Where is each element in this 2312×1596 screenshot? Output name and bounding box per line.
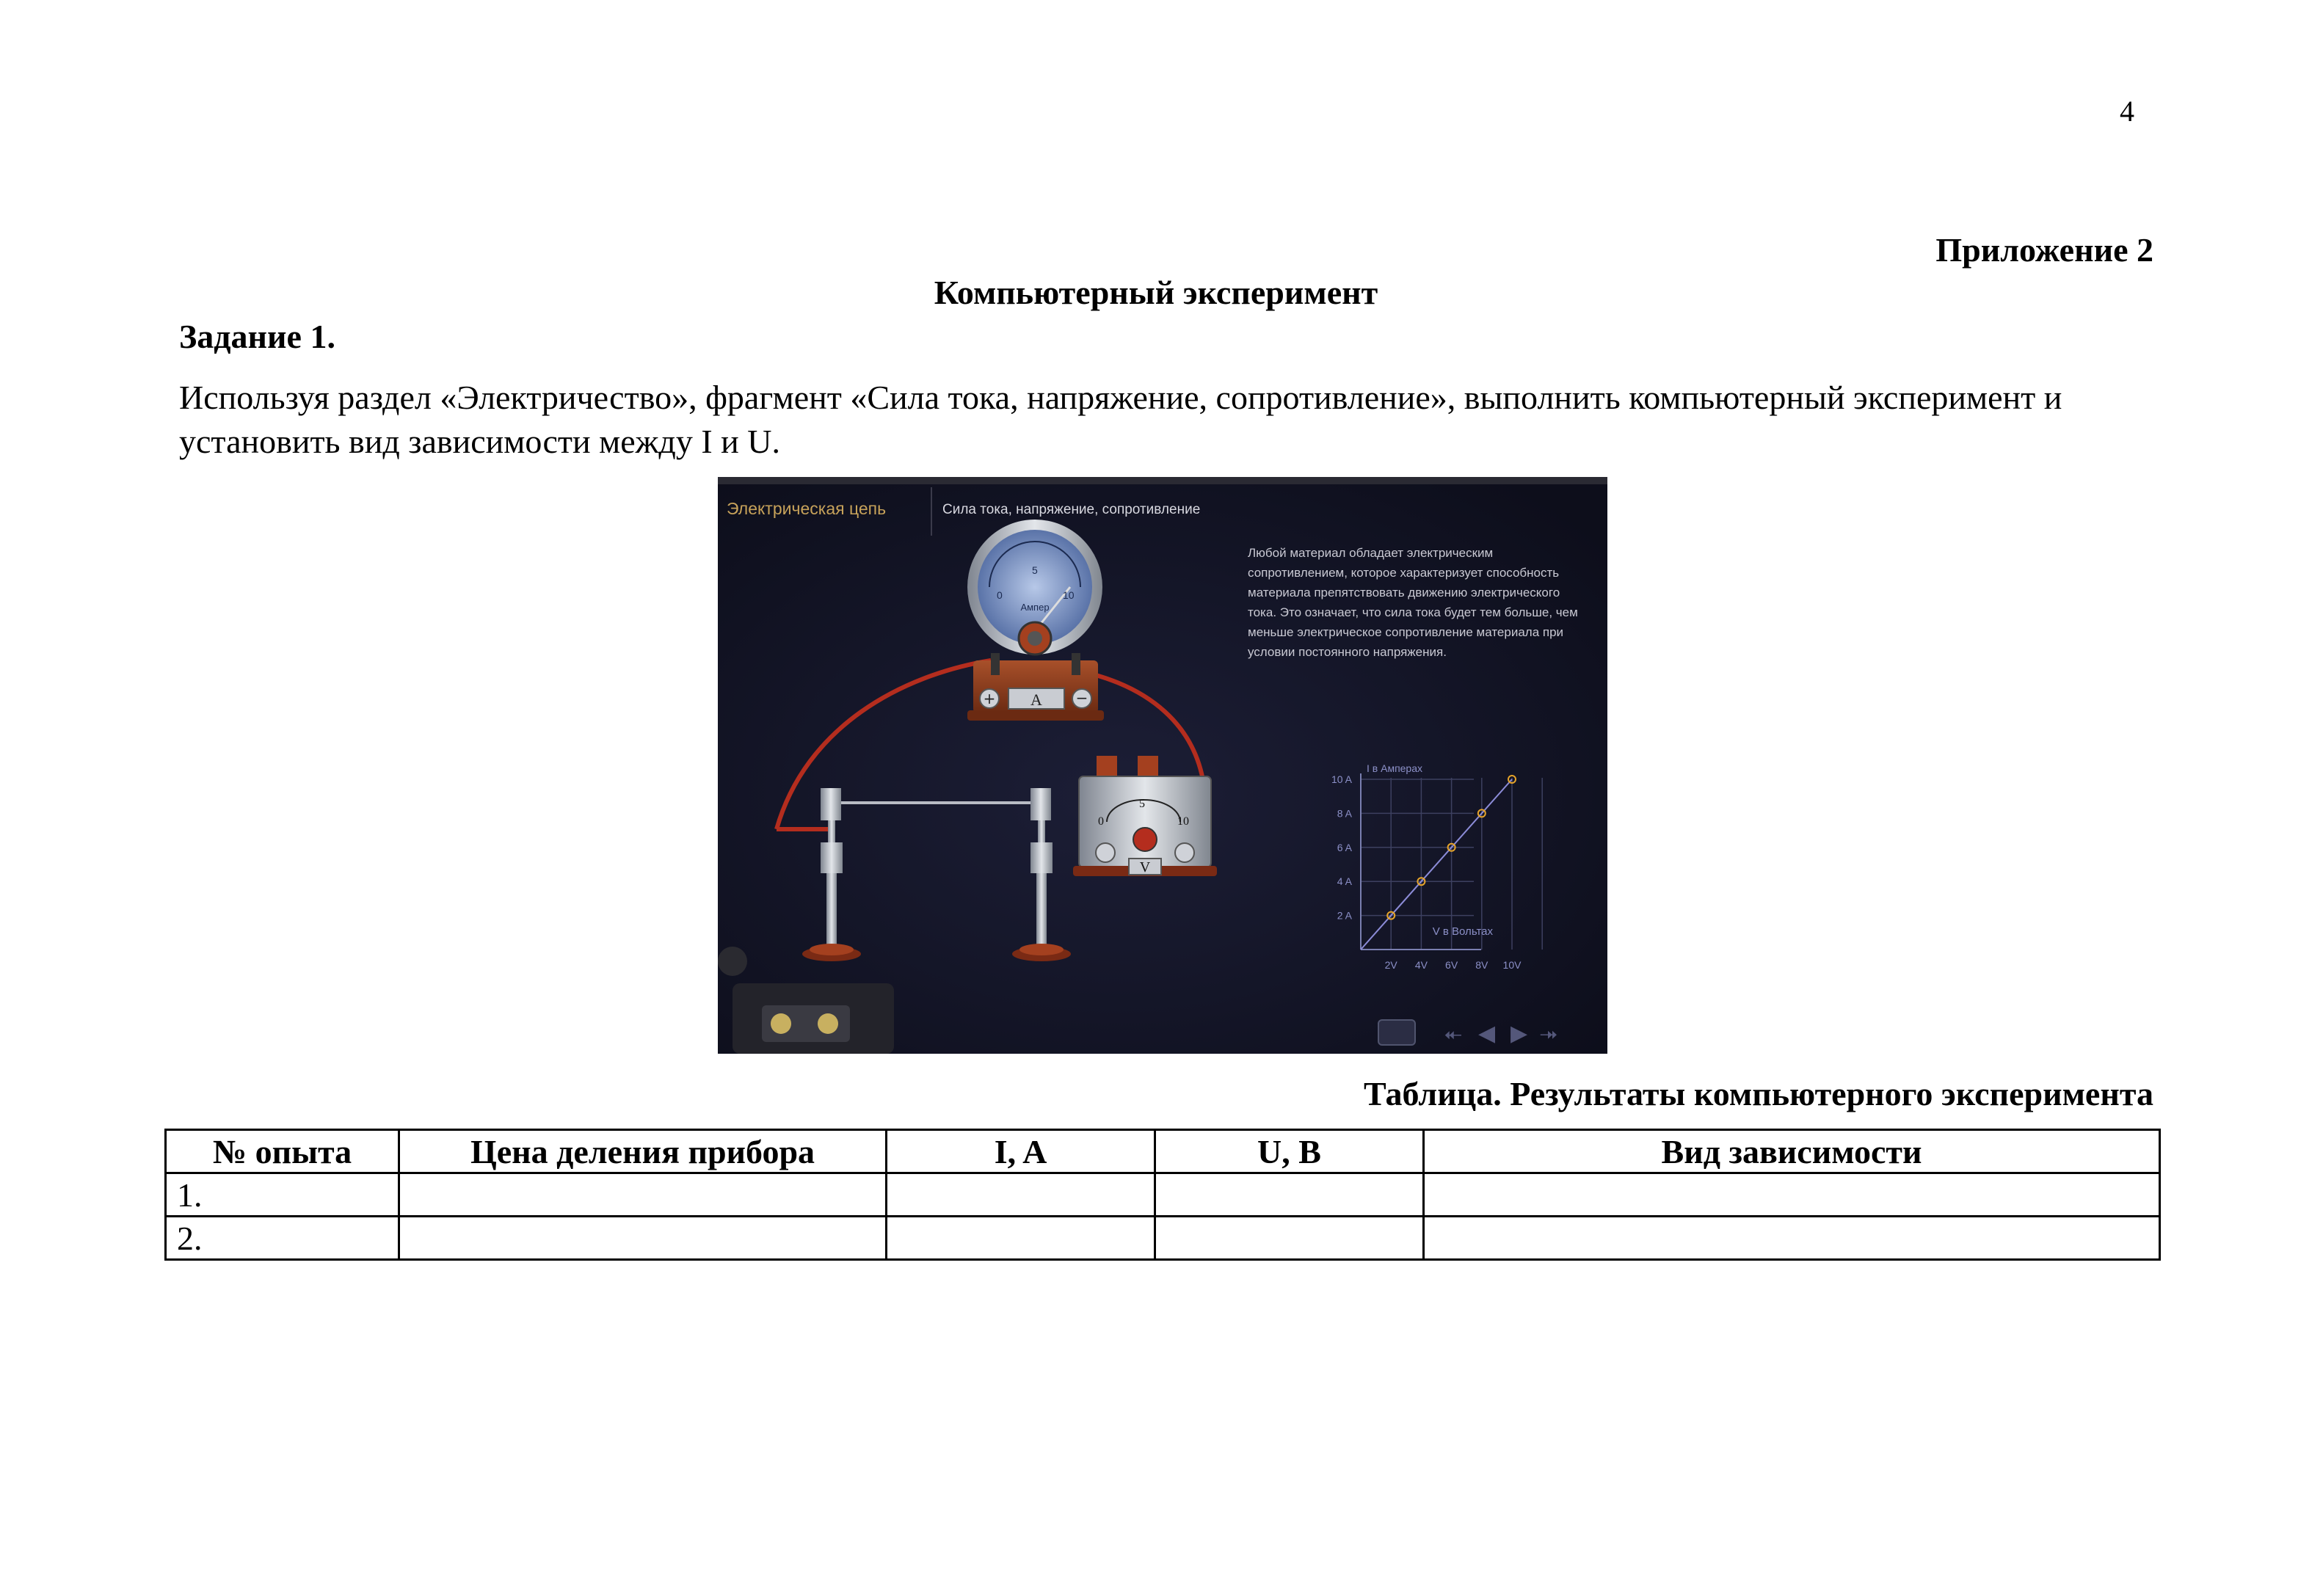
ammeter-scale-5: 5: [1032, 564, 1038, 576]
graph-y-tick-label: 2 A: [1337, 909, 1352, 922]
header-experiment-number: № опыта: [166, 1130, 399, 1173]
cell-voltage: [1155, 1217, 1424, 1260]
next-page-icon: ▶: [1511, 1021, 1528, 1046]
header-scale-division: Цена деления прибора: [399, 1130, 887, 1173]
top-bar: [718, 477, 1607, 484]
ammeter: [967, 520, 1104, 721]
tab-current-voltage-resistance[interactable]: Сила тока, напряжение, сопротивление: [942, 502, 1201, 517]
graph-x-tick-label: 2V: [1384, 959, 1397, 971]
table-row: [166, 1217, 2160, 1260]
graph-y-tick-label: 10 A: [1331, 773, 1352, 785]
cell-scale-division: [399, 1217, 887, 1260]
ammeter-scale-0: 0: [997, 589, 1003, 601]
voltmeter-scale-10: 10: [1177, 815, 1189, 828]
voltmeter-letter: V: [1139, 859, 1151, 875]
graph-y-tick-label: 8 A: [1337, 807, 1352, 820]
graph-y-tick-label: 6 A: [1337, 841, 1352, 853]
svg-text:−: −: [1075, 689, 1088, 707]
cell-dependency-type: [1424, 1173, 2160, 1217]
task-title: Задание 1.: [179, 318, 335, 355]
results-table: [164, 1129, 2161, 1261]
table-caption: Таблица. Результаты компьютерного эксперимента: [1364, 1075, 2153, 1112]
cell-dependency-type: [1424, 1217, 2160, 1260]
first-page-icon: ⯬: [1444, 1021, 1462, 1046]
graph-y-axis-label: I в Амперах: [1367, 762, 1423, 774]
cell-experiment-number: 2.: [166, 1217, 399, 1260]
graph-x-tick-label: 6V: [1445, 959, 1458, 971]
page-title: Компьютерный эксперимент: [934, 274, 1378, 311]
svg-text:+: +: [983, 690, 996, 707]
voltmeter-scale-0: 0: [1098, 815, 1104, 828]
header-dependency-type: Вид зависимости: [1424, 1130, 2160, 1173]
page-number: 4: [2120, 95, 2134, 128]
graph-y-tick-label: 4 A: [1337, 875, 1352, 888]
table-row: [166, 1173, 2160, 1217]
video-icon: [1378, 1020, 1415, 1045]
ammeter-letter: A: [1030, 690, 1042, 709]
graph-x-tick-label: 4V: [1414, 959, 1428, 971]
graph-x-axis-label: V в Вольтах: [1432, 925, 1493, 938]
cell-scale-division: [399, 1173, 887, 1217]
cell-experiment-number: 1.: [166, 1173, 399, 1217]
graph-x-tick-label: 8V: [1475, 959, 1488, 971]
cell-current: [887, 1217, 1155, 1260]
tab-divider: [931, 487, 932, 536]
graph-x-tick-label: 10V: [1502, 959, 1522, 971]
header-current: I, A: [887, 1130, 1155, 1173]
task-text: Используя раздел «Электричество», фрагмент «Сила тока, напряжение, сопротивление», выполнить компьютерный эксперимент и установить вид зависимости между I и U.: [179, 379, 2062, 460]
last-page-icon: ⯮: [1540, 1021, 1557, 1046]
prev-page-icon: ◀: [1478, 1021, 1496, 1046]
cell-current: [887, 1173, 1155, 1217]
tab-electric-circuit[interactable]: Электрическая цепь: [727, 499, 887, 518]
appendix-label: Приложение 2: [1935, 231, 2153, 269]
header-voltage: U, B: [1155, 1130, 1424, 1173]
voltmeter-scale-5: 5: [1139, 798, 1145, 810]
cell-voltage: [1155, 1173, 1424, 1217]
description-text: Любой материал обладает электрическим сопротивлением, которое характеризует способность материала препятствовать движению электрического тока. Это означает, что сила тока будет тем больше, чем меньше электрическое сопротивление материала при условии постоянного напряжения.: [1248, 546, 1578, 659]
table-header-row: [166, 1130, 2160, 1173]
experiment-screenshot: [718, 477, 1607, 1054]
ammeter-scale-10: 10: [1063, 589, 1075, 601]
ammeter-label: Ампер: [1020, 602, 1050, 613]
